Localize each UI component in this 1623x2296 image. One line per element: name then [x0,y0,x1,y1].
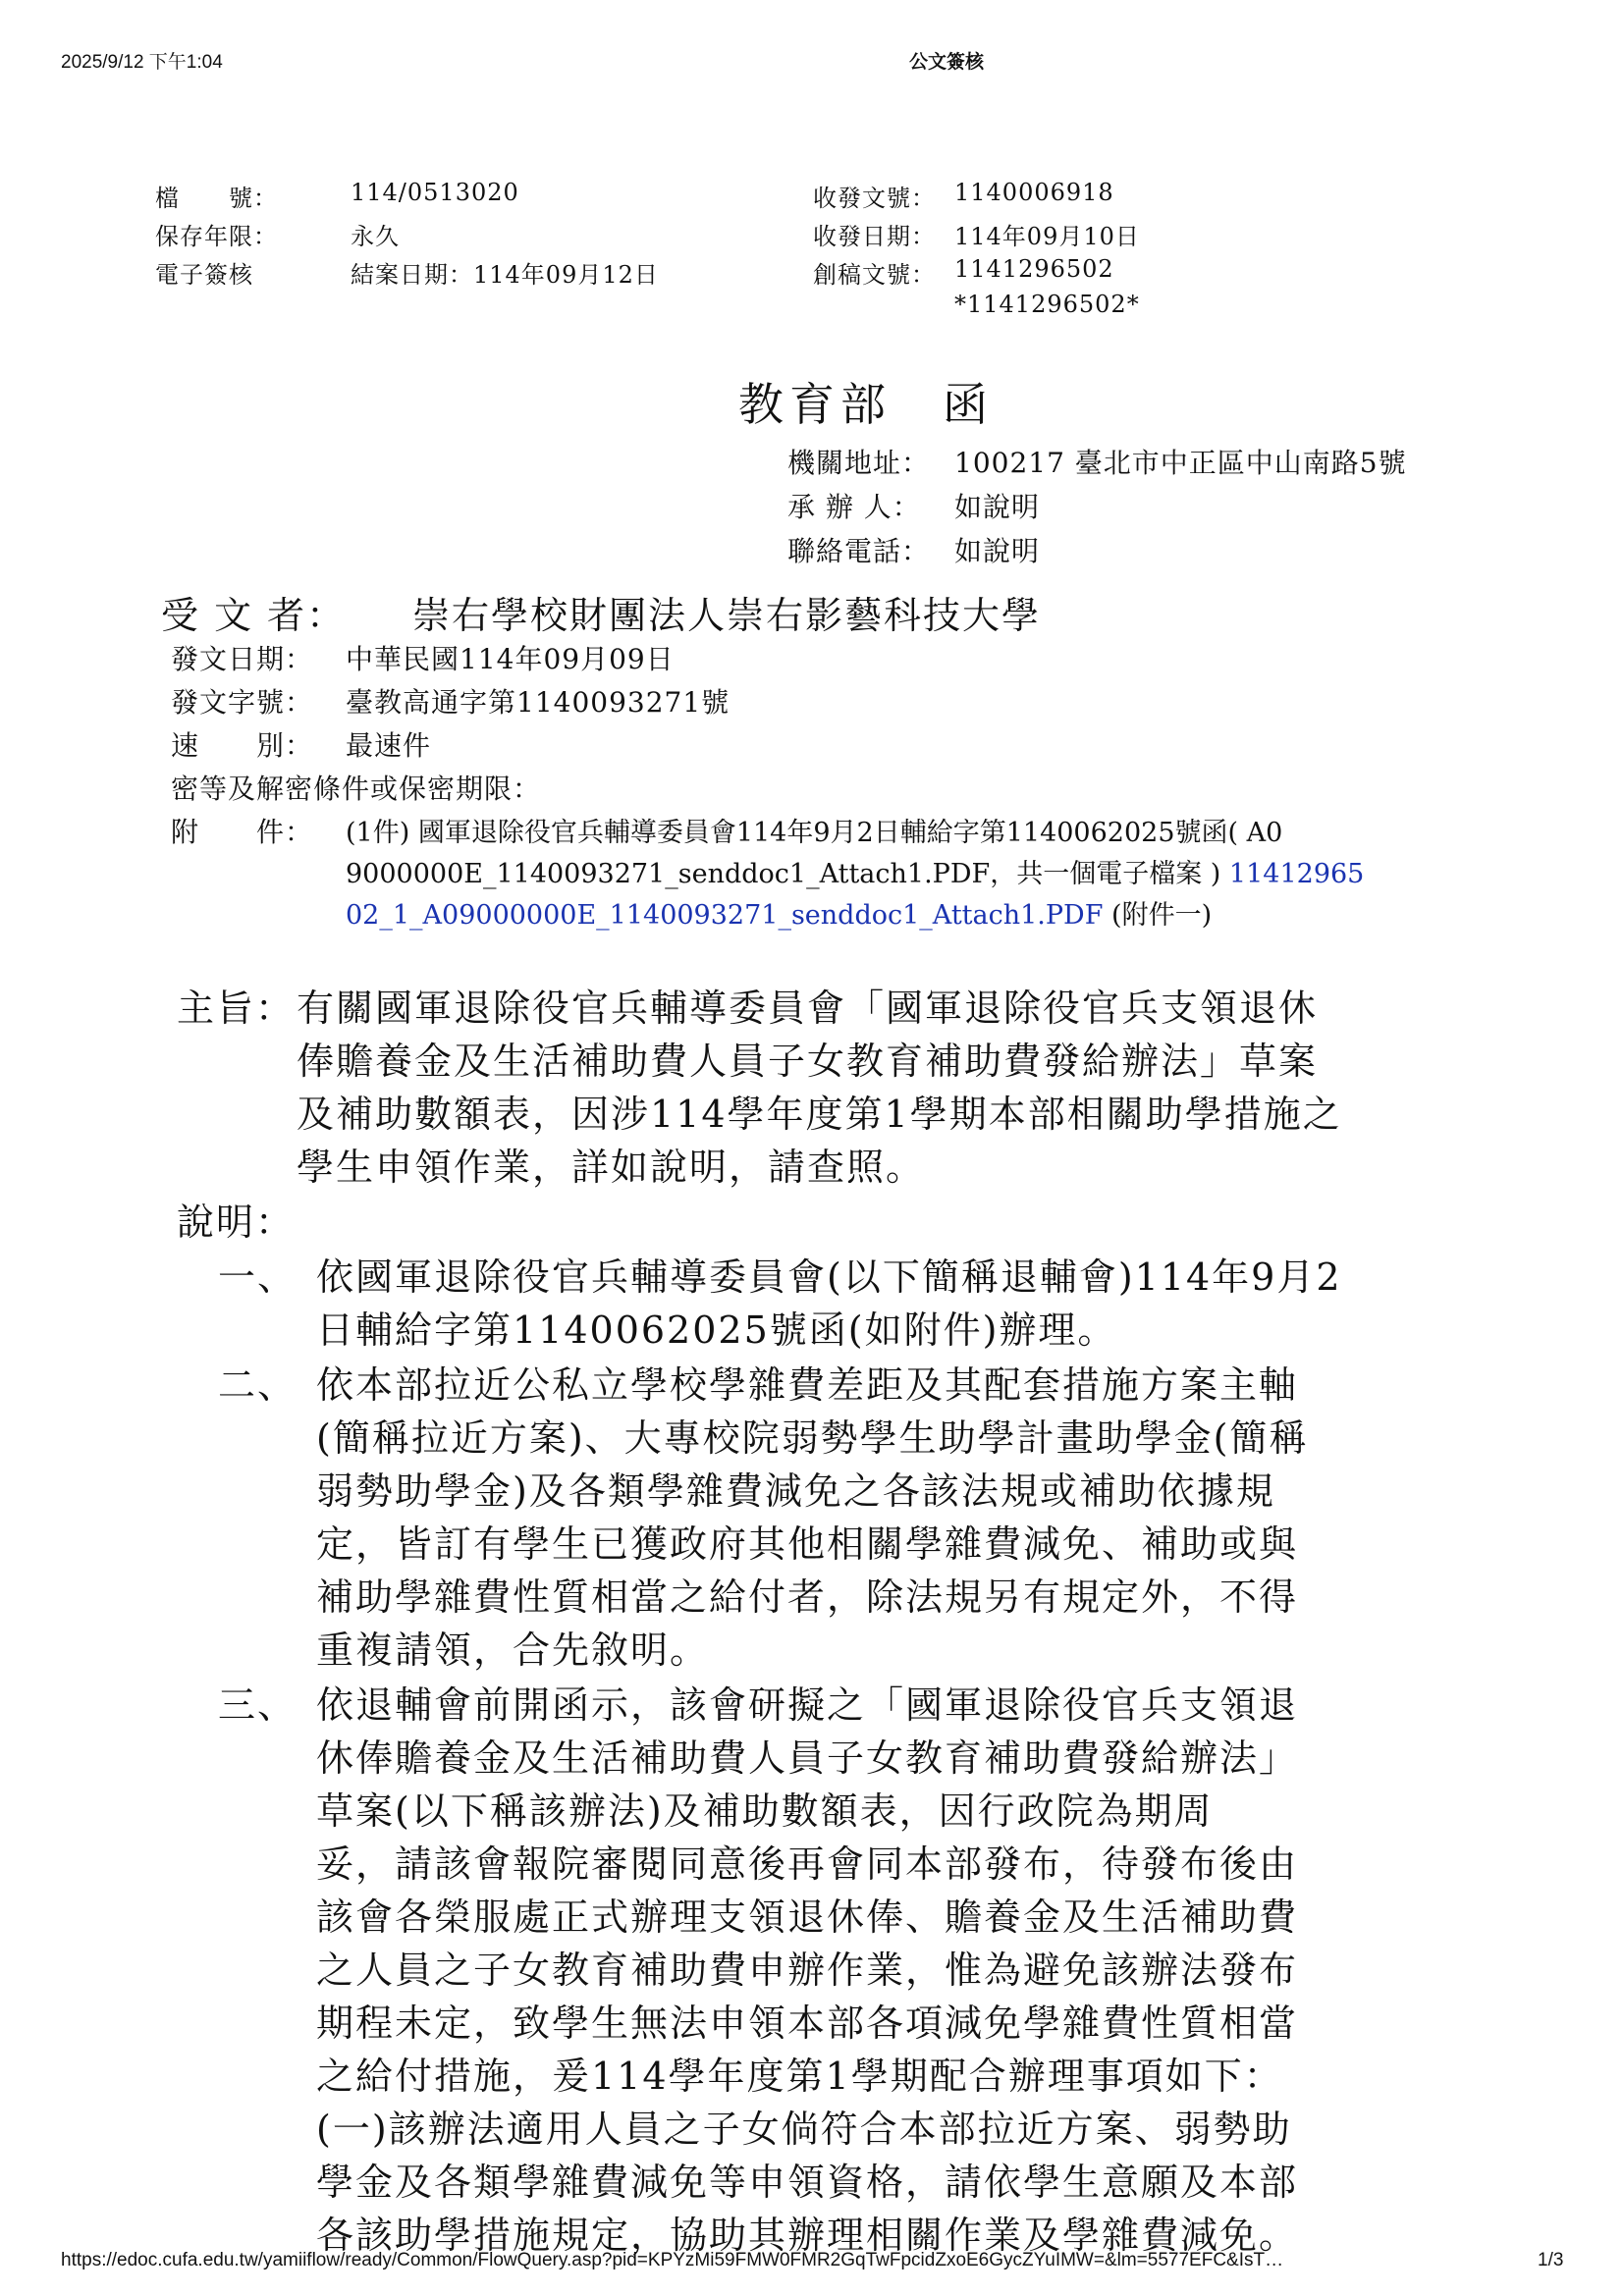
recv-date-label: 收發日期： [813,223,936,250]
item-marker: 三、 [218,1683,298,1727]
issue-date-label: 發文日期： [171,643,314,675]
item-line: 重複請領，合先敘明。 [316,1629,710,1672]
speed-value: 最速件 [346,729,432,762]
phone-label: 聯絡電話： [787,535,931,567]
item-line: (簡稱拉近方案)、大專校院弱勢學生助學計畫助學金(簡稱 [316,1416,1309,1460]
item-line: 各該助學措施規定，協助其辦理相關作業及學雜費減免。 [316,2214,1299,2257]
explanation-label: 說明： [177,1201,296,1244]
print-title: 公文簽核 [909,52,985,73]
item-line: (一)該辦法適用人員之子女倘符合本部拉近方案、弱勢助 [316,2108,1292,2151]
attachment-line-3 [346,893,1212,932]
draft-no-label: 創稿文號： [813,261,936,289]
barcode-text: *1141296502* [954,291,1140,318]
item-line: 該會各榮服處正式辦理支領退休俸、贍養金及生活補助費 [316,1896,1299,1939]
subject-line: 俸贍養金及生活補助費人員子女教育補助費發給辦法」草案 [297,1040,1319,1083]
draft-no: 1141296502 [954,255,1114,283]
file-no-label: 檔 號： [155,185,278,212]
item-line: 補助學雜費性質相當之給付者，除法規另有規定外，不得 [316,1575,1299,1619]
subject-line: 有關國軍退除役官兵輔導委員會「國軍退除役官兵支領退休 [297,987,1319,1030]
address-label: 機關地址： [787,447,931,479]
attachment-line-1: (1件) 國軍退除役官兵輔導委員會114年9月2日輔給字第1140062025號函( A0 [346,818,1283,848]
attachment-link-start[interactable]: 11412965 [1220,859,1365,889]
item-line: 弱勢助學金)及各類學雜費減免之各該法規或補助依據規 [316,1469,1275,1513]
retention-label: 保存年限： [155,223,278,250]
attachment-link[interactable]: 02_1_A09000000E_1140093271_senddoc1_Attach1.PDF [346,900,1104,931]
item-line: 依國軍退除役官兵輔導委員會(以下簡稱退輔會)114年9月2 [316,1255,1342,1299]
subject-line: 學生申領作業，詳如說明，請查照。 [297,1146,926,1189]
close-date: 結案日期：114年09月12日 [351,261,659,289]
recipient-label: 受 文 者： [161,594,347,637]
phone: 如說明 [954,535,1041,567]
attachment-line-2 [346,852,1364,890]
attachment-tag: (附件一) [1103,900,1213,931]
agency-title: 教育部 函 [738,378,994,431]
item-line: 學金及各類學雜費減免等申領資格，請依學生意願及本部 [316,2161,1299,2204]
print-datetime: 2025/9/12 下午1:04 [61,52,223,73]
file-no: 114/0513020 [351,179,519,206]
handler: 如說明 [954,491,1041,523]
item-line: 定，皆訂有學生已獲政府其他相關學雜費減免、補助或與 [316,1522,1299,1566]
recv-no: 1140006918 [954,179,1114,206]
ref-no: 臺教高通字第1140093271號 [346,686,730,719]
attachment-desc: 9000000E_1140093271_senddoc1_Attach1.PDF，共一個電子檔案 ) [346,859,1221,889]
esign-label: 電子簽核 [155,261,253,289]
item-line: 妥，請該會報院審閱同意後再會同本部發布，待發布後由 [316,1842,1299,1886]
secrecy-label: 密等及解密條件或保密期限： [171,773,542,805]
speed-label: 速 別： [171,729,314,762]
subject-label: 主旨： [177,987,296,1030]
item-line: 之人員之子女教育補助費申辦作業，惟為避免該辦法發布 [316,1949,1299,1992]
page-number: 1/3 [1538,2250,1564,2270]
item-line: 期程未定，致學生無法申領本部各項減免學雜費性質相當 [316,2002,1299,2045]
item-marker: 二、 [218,1363,298,1407]
item-line: 日輔給字第1140062025號函(如附件)辦理。 [316,1308,1117,1352]
ref-no-label: 發文字號： [171,686,314,719]
recipient-name: 崇右學校財團法人崇右影藝科技大學 [412,594,1042,637]
recv-no-label: 收發文號： [813,185,936,212]
item-line: 休俸贍養金及生活補助費人員子女教育補助費發給辦法」 [316,1736,1299,1780]
subject-line: 及補助數額表，因涉114學年度第1學期本部相關助學措施之 [297,1093,1342,1136]
issue-date: 中華民國114年09月09日 [346,643,675,675]
address: 100217 臺北市中正區中山南路5號 [954,447,1407,479]
item-line: 草案(以下稱該辦法)及補助數額表，因行政院為期周 [316,1789,1214,1833]
item-line: 依退輔會前開函示，該會研擬之「國軍退除役官兵支領退 [316,1683,1299,1727]
retention-value: 永久 [351,223,400,250]
item-line: 之給付措施，爰114學年度第1學期配合辦理事項如下： [316,2055,1283,2098]
print-url[interactable]: https://edoc.cufa.edu.tw/yamiiflow/ready/Common/FlowQuery.asp?pid=KPYzMi59FMW0FMR2GqTwFpcidZxoE6GycZYuIMW=&lm=5577EFC&IsT… [61,2250,1284,2270]
item-marker: 一、 [218,1255,298,1299]
handler-label: 承 辦 人： [787,491,921,523]
attachment-label: 附 件： [171,816,314,848]
item-line: 依本部拉近公私立學校學雜費差距及其配套措施方案主軸 [316,1363,1299,1407]
recv-date: 114年09月10日 [954,223,1140,250]
